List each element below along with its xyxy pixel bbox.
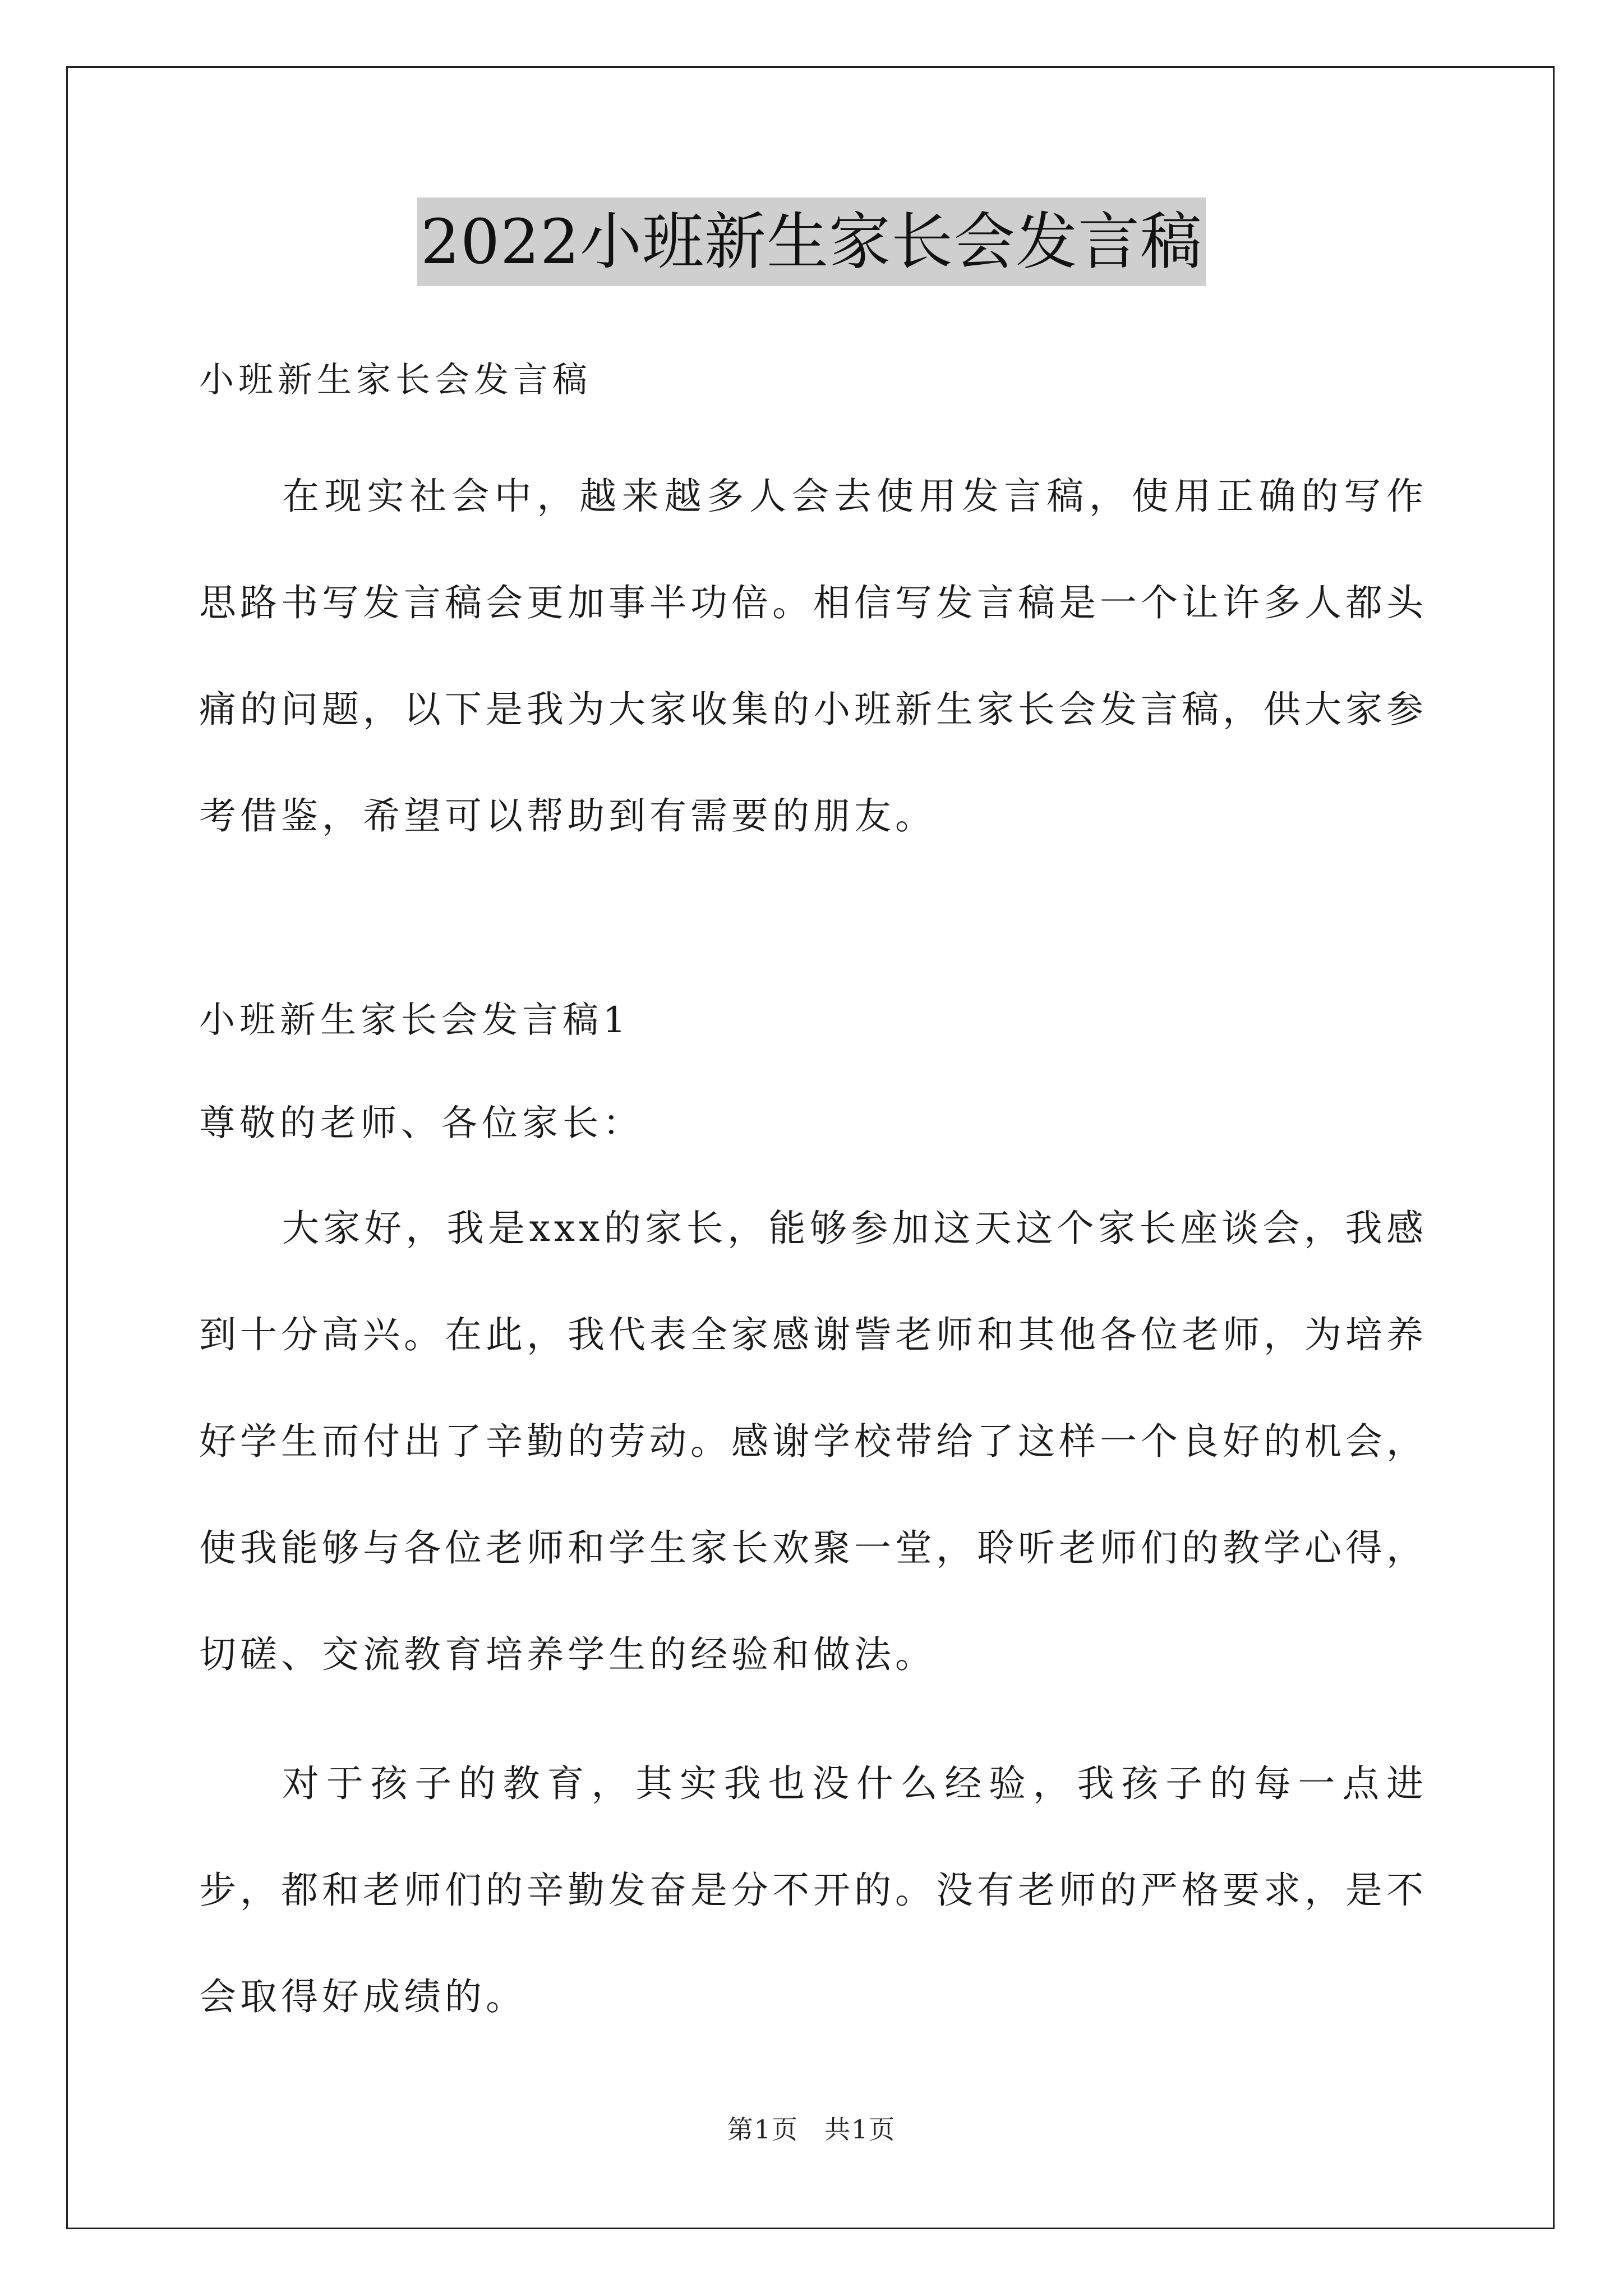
body-paragraph-2: 对于孩子的教育，其实我也没什么经验，我孩子的每一点进步，都和老师们的辛勤发奋是分不开的。没有老师的严格要求，是不会取得好成绩的。 [199, 1762, 1427, 2018]
title-container [0, 197, 1623, 286]
page-number-current: 第1页 [727, 2114, 799, 2145]
page-footer [0, 2109, 1623, 2146]
document-title: 2022小班新生家长会发言稿 [417, 197, 1206, 286]
intro-paragraph: 在现实社会中，越来越多人会去使用发言稿，使用正确的写作思路书写发言稿会更加事半功倍。相信写发言稿是一个让许多人都头痛的问题，以下是我为大家收集的小班新生家长会发言稿，供大家参考借鉴，希望可以帮助到有需要的朋友。 [199, 475, 1427, 838]
salutation: 尊敬的老师、各位家长： [199, 1103, 643, 1144]
document-subtitle: 小班新生家长会发言稿 [199, 359, 592, 400]
body-paragraph-1: 大家好，我是xxx的家长，能够参加这天这个家长座谈会，我感到十分高兴。在此，我代表全家感谢訾老师和其他各位老师，为培养好学生而付出了辛勤的劳动。感谢学校带给了这样一个良好的机会，使我能够与各位老师和学生家长欢聚一堂，聆听老师们的教学心得，切磋、交流教育培养学生的经验和做法。 [199, 1207, 1427, 1676]
page-number-total: 共1页 [824, 2114, 896, 2145]
section-heading: 小班新生家长会发言稿1 [199, 1000, 630, 1041]
